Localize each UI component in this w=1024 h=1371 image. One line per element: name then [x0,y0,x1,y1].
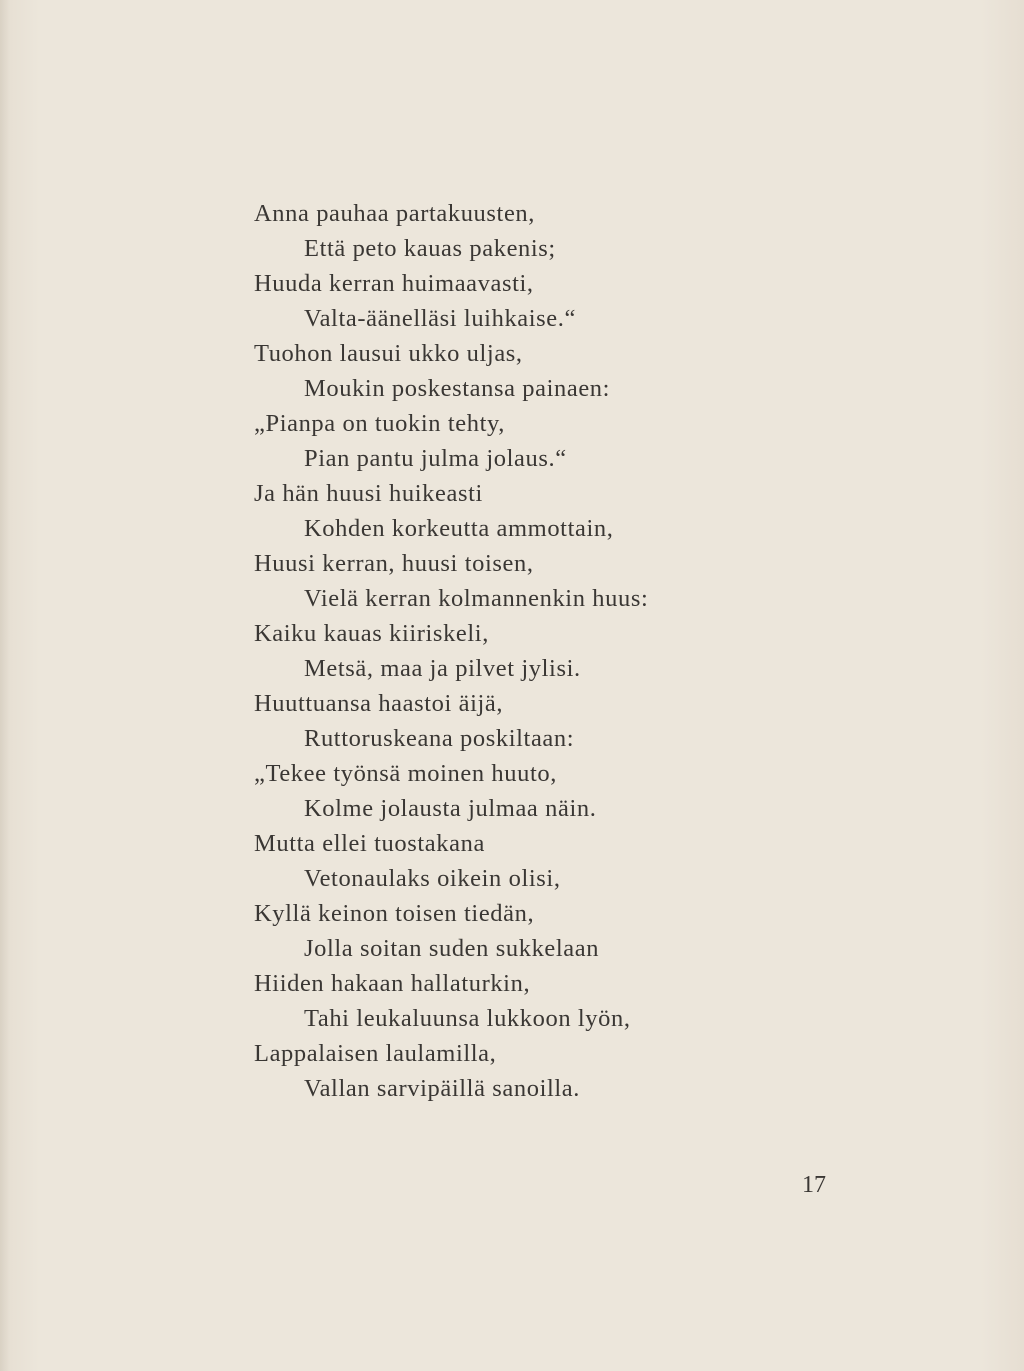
poem-text [254,196,954,1106]
poem-line: Pian pantu julma jolaus.“ [304,445,567,472]
poem-line: Mutta ellei tuostakana [254,830,485,857]
poem-line: Metsä, maa ja pilvet jylisi. [304,655,581,682]
poem-line: Ruttoruskeana poskiltaan: [304,725,575,752]
poem-line: Vetonaulaks oikein olisi, [304,865,561,892]
poem-line: Kaiku kauas kiiriskeli, [254,620,489,647]
poem-line: „Tekee työnsä moinen huuto, [254,760,557,787]
poem-line: Että peto kauas pakenis; [304,235,556,262]
poem-line: Kolme jolausta julmaa näin. [304,795,597,822]
poem-line: Ja hän huusi huikeasti [254,480,483,507]
poem-line: Anna pauhaa partakuusten, [254,200,535,227]
page-number: 17 [802,1172,826,1198]
poem-line: Moukin poskestansa painaen: [304,375,611,402]
poem-line: Tuohon lausui ukko uljas, [254,340,523,367]
poem-line: Kohden korkeutta ammottain, [304,515,614,542]
poem-line: Huuttuansa haastoi äijä, [254,690,504,717]
poem-line: Jolla soitan suden sukkelaan [304,935,600,962]
poem-line: Vallan sarvipäillä sanoilla. [304,1075,581,1102]
poem-line: Tahi leukaluunsa lukkoon lyön, [304,1005,631,1032]
poem-line: Lappalaisen laulamilla, [254,1040,497,1067]
poem-line: Huuda kerran huimaavasti, [254,270,534,297]
poem-line: Huusi kerran, huusi toisen, [254,550,534,577]
poem-line: Hiiden hakaan hallaturkin, [254,970,531,997]
poem-line: Kyllä keinon toisen tiedän, [254,900,535,927]
poem-line: Vielä kerran kolmannenkin huus: [304,585,649,612]
poem-line: „Pianpa on tuokin tehty, [254,410,505,437]
poem-line: Valta-äänelläsi luihkaise.“ [304,305,576,332]
